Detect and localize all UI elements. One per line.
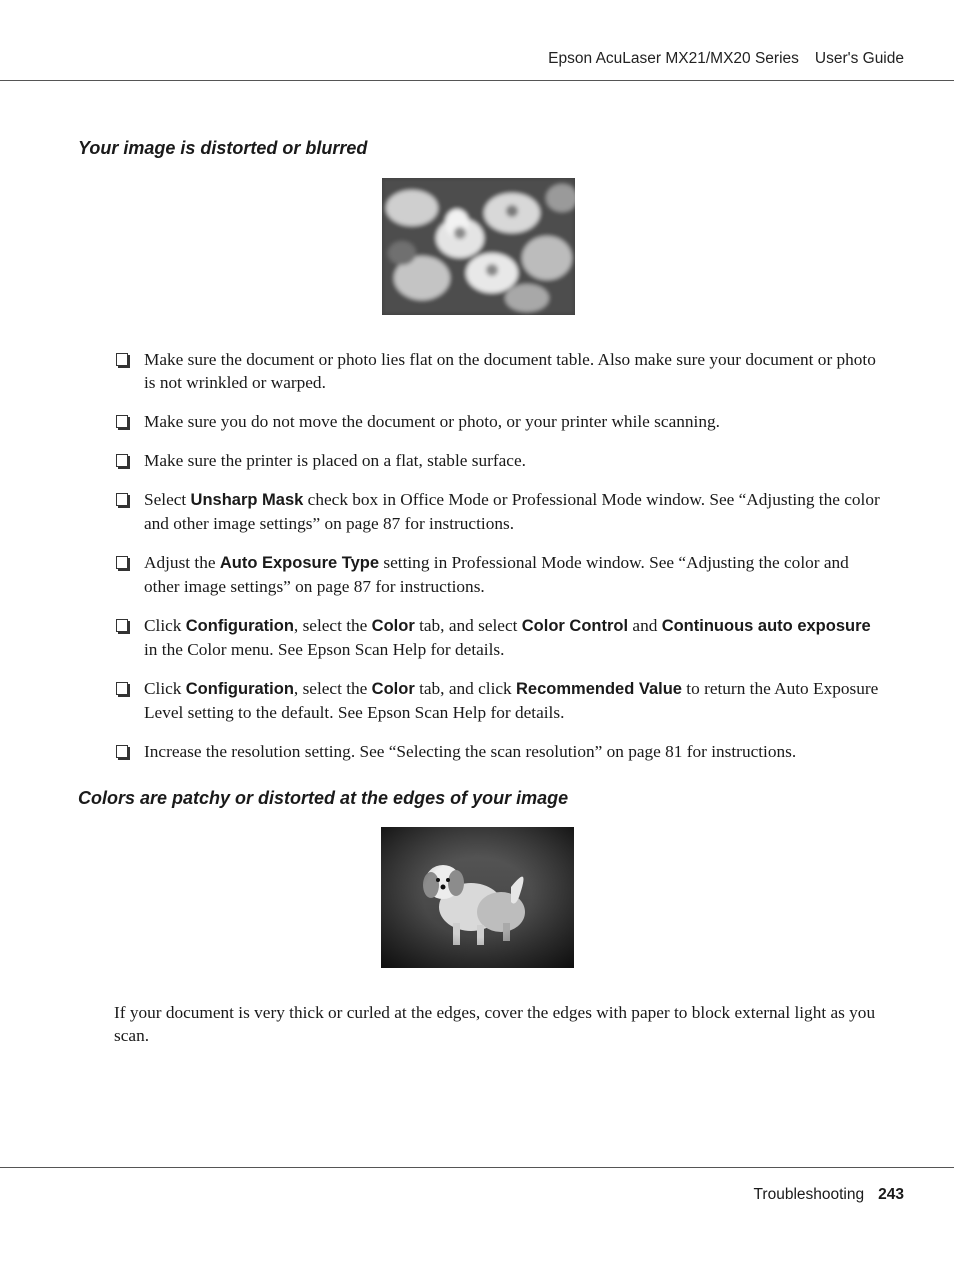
text-run: Make sure the document or photo lies flat on the document table. Also make sure your document or photo is not wrinkled or warped. — [144, 350, 876, 392]
ui-term: Recommended Value — [516, 680, 682, 698]
checkbox-bullet-icon — [116, 415, 128, 428]
ui-term: Configuration — [185, 617, 294, 635]
text-run: Make sure you do not move the document or photo, or your printer while scanning. — [144, 412, 720, 431]
blur-checklist — [114, 348, 880, 779]
text-run: , select the — [293, 679, 372, 698]
text-run: , select the — [293, 616, 372, 635]
text-run: Click — [144, 616, 186, 635]
text-run: Make sure the printer is placed on a flat, stable surface. — [144, 451, 526, 470]
text-run: check box in Office Mode or Professional Mode window. See “Adjusting the color and other image settings” on page 87 for instructions. — [144, 490, 880, 533]
running-footer — [754, 1186, 904, 1204]
header-product: Epson AcuLaser MX21/MX20 Series — [548, 50, 799, 67]
ui-term: Continuous auto exposure — [661, 617, 871, 635]
section-heading-blurred: Your image is distorted or blurred — [78, 138, 368, 158]
list-item — [114, 551, 880, 598]
bullet-text — [144, 742, 796, 761]
section-heading-patchy: Colors are patchy or distorted at the edges of your image — [78, 788, 569, 808]
text-run: Select — [144, 490, 191, 509]
checkbox-bullet-icon — [116, 493, 128, 506]
text-run: Click — [144, 679, 186, 698]
list-item — [114, 677, 880, 724]
page-number: 243 — [878, 1186, 904, 1203]
ui-term: Auto Exposure Type — [219, 554, 380, 572]
ui-term: Unsharp Mask — [190, 491, 304, 509]
checkbox-bullet-icon — [116, 556, 128, 569]
checkbox-bullet-icon — [116, 619, 128, 632]
dog-on-grass-photo — [381, 827, 574, 968]
checkbox-bullet-icon — [116, 682, 128, 695]
bullet-text — [144, 553, 849, 596]
bullet-text — [144, 490, 880, 533]
text-run: setting in Professional Mode window. See “Adjusting the color and other image settings” on page 87 for instructions. — [144, 553, 849, 596]
checkbox-bullet-icon — [116, 745, 128, 758]
ui-term: Color — [371, 680, 415, 698]
text-run: tab, and click — [414, 679, 516, 698]
list-item — [114, 449, 880, 472]
text-run: to return the Auto Exposure Level setting to the default. See Epson Scan Help for details. — [144, 679, 879, 722]
text-run: tab, and select — [414, 616, 522, 635]
text-run: and — [628, 616, 662, 635]
checkbox-bullet-icon — [116, 353, 128, 366]
footer-rule — [0, 1167, 954, 1168]
list-item — [114, 410, 880, 433]
list-item — [114, 348, 880, 394]
text-run: in the Color menu. See Epson Scan Help for details. — [144, 640, 505, 659]
text-run: Adjust the — [144, 553, 220, 572]
text-run: Increase the resolution setting. See “Selecting the scan resolution” on page 81 for instructions. — [144, 742, 797, 761]
ui-term: Color — [371, 617, 415, 635]
bullet-text — [144, 451, 526, 470]
list-item — [114, 488, 880, 535]
header-guide: User's Guide — [814, 50, 904, 67]
running-header — [548, 50, 904, 68]
list-item — [114, 740, 880, 763]
blurred-flowers-photo — [382, 178, 575, 315]
footer-section: Troubleshooting — [753, 1186, 865, 1203]
bullet-text — [144, 679, 878, 722]
ui-term: Color Control — [521, 617, 629, 635]
bullet-text — [144, 616, 871, 659]
ui-term: Configuration — [185, 680, 294, 698]
checkbox-bullet-icon — [116, 454, 128, 467]
bullet-text — [144, 412, 720, 431]
header-rule — [0, 80, 954, 81]
bullet-text — [144, 350, 876, 392]
list-item — [114, 614, 880, 661]
edge-advice-paragraph: If your document is very thick or curled at the edges, cover the edges with paper to block external light as you scan. — [114, 1003, 876, 1045]
